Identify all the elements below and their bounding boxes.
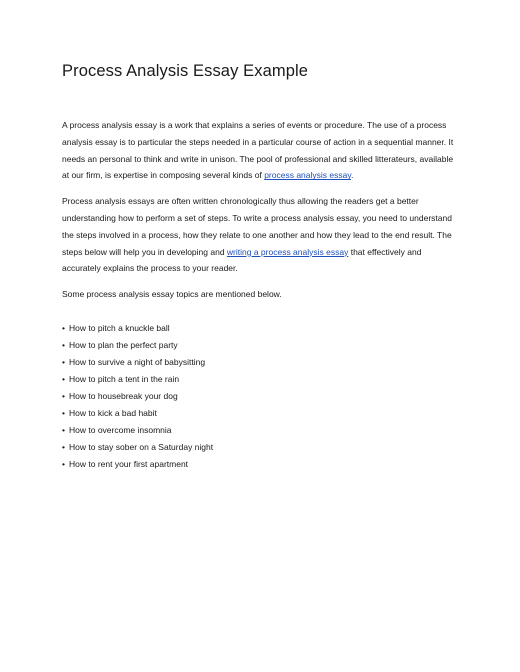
list-item: • How to stay sober on a Saturday night	[62, 439, 460, 456]
process-analysis-essay-link[interactable]: process analysis essay	[264, 170, 351, 181]
bullet-icon: •	[62, 407, 65, 418]
chronology-paragraph	[62, 193, 460, 277]
bullet-icon: •	[62, 390, 65, 401]
bullet-icon: •	[62, 373, 65, 384]
list-item: • How to housebreak your dog	[62, 388, 460, 405]
list-item: • How to kick a bad habit	[62, 405, 460, 422]
intro-text: A process analysis essay is a work that explains a series of events or procedure. The use of a process analysis essay is to particular the steps needed in a particular course of action in a sequential manner. It needs an personal to think and write in unison. The pool of professional and skilled litterateurs, available at our firm, is expertise in composing several kinds of	[62, 120, 454, 181]
topics-list	[62, 320, 460, 473]
chronology-text: Process analysis essays are often written chronologically thus allowing the readers get a better understanding how to perform a set of steps. To write a process analysis essay, you need to understand the steps involved in a process, how they relate to one another and how they lead to the end result. The steps below will help you in developing and	[62, 196, 452, 257]
chronology-text-end: that effectively and accurately explains the process to your reader.	[62, 246, 422, 274]
bullet-icon: •	[62, 322, 65, 333]
bullet-icon: •	[62, 339, 65, 350]
writing-essay-link[interactable]: writing a process analysis essay	[226, 246, 349, 257]
intro-paragraph	[62, 117, 460, 184]
bullet-icon: •	[62, 356, 65, 367]
intro-text-end: .	[350, 170, 354, 181]
bullet-icon: •	[62, 424, 65, 435]
list-item: • How to rent your first apartment	[62, 456, 460, 473]
list-item: • How to overcome insomnia	[62, 422, 460, 439]
list-item: • How to pitch a tent in the rain	[62, 371, 460, 388]
document-title: Process Analysis Essay Example	[62, 62, 309, 80]
bullet-icon: •	[62, 441, 65, 452]
list-item: • How to pitch a knuckle ball	[62, 320, 460, 337]
topics-intro-paragraph: Some process analysis essay topics are mentioned below.	[62, 289, 282, 300]
bullet-icon: •	[62, 458, 65, 469]
list-item: • How to plan the perfect party	[62, 337, 460, 354]
list-item: • How to survive a night of babysitting	[62, 354, 460, 371]
